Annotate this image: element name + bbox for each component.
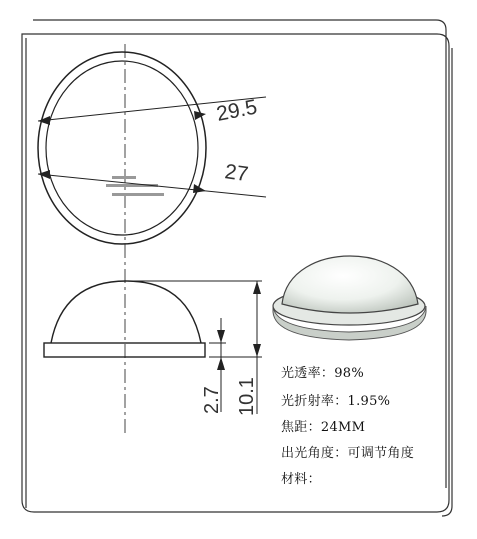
spec-label: 焦距： xyxy=(281,420,321,435)
spec-focal-length xyxy=(281,416,365,435)
inner-ellipse xyxy=(46,61,198,235)
spec-refractive-index xyxy=(281,390,390,409)
spec-value: 98% xyxy=(334,366,364,381)
spec-value: 24MM xyxy=(320,420,366,435)
dimension-total-height: 10.1 xyxy=(236,377,258,416)
lens-3d-dome xyxy=(282,256,418,313)
spec-material xyxy=(281,468,321,487)
spec-label: 光透率： xyxy=(281,366,335,381)
dimension-arrows xyxy=(38,111,206,193)
top-view xyxy=(38,52,206,244)
dimension-base-height: 2.7 xyxy=(201,386,223,414)
spec-label: 材料： xyxy=(281,472,321,487)
dome-outline xyxy=(51,281,201,343)
spec-value: 可调节角度 xyxy=(347,446,415,461)
spec-value: 1.95% xyxy=(347,394,391,409)
outer-ellipse xyxy=(38,52,206,244)
spec-label: 出光角度： xyxy=(281,446,348,461)
spec-label: 光折射率： xyxy=(281,394,348,409)
lens-3d-illustration xyxy=(273,256,426,340)
spec-light-transmittance xyxy=(281,362,364,381)
dimension-inner-diameter: 27 xyxy=(223,160,250,187)
spec-beam-angle xyxy=(281,442,414,461)
dimension-outer-diameter: 29.5 xyxy=(214,95,260,126)
